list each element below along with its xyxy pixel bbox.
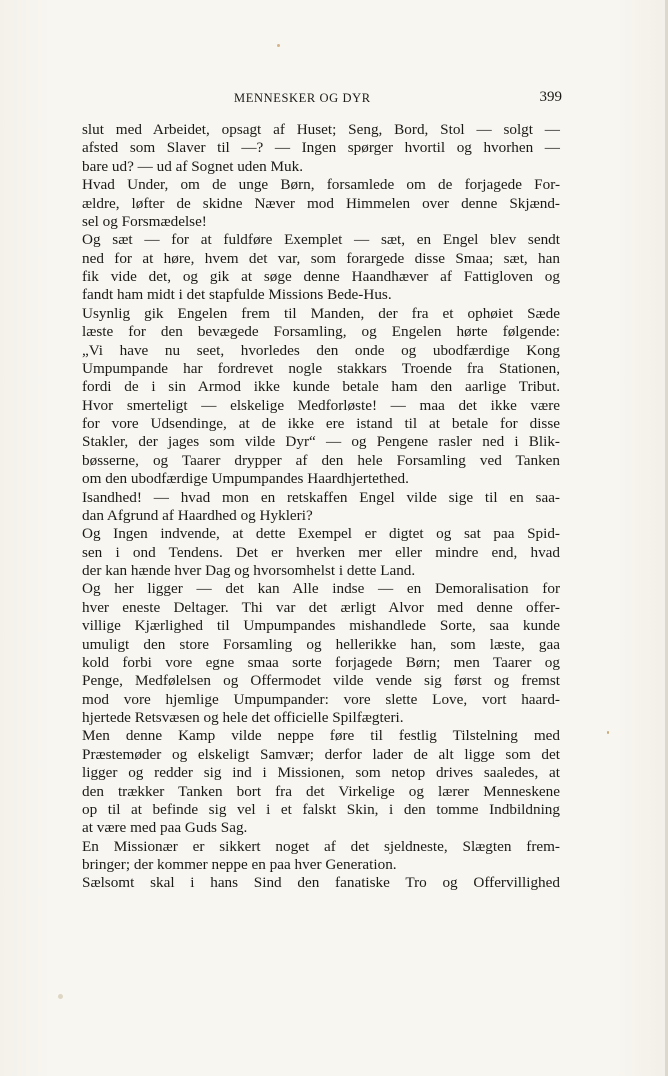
text-line: „Vi have nu seet, hvorledes den onde og ubodfærdige Kong — [82, 341, 560, 359]
text-line: ligger og redder sig ind i Missionen, som netop drives saaledes, at — [82, 764, 560, 782]
text-line: mod vore hjemlige Umpumpander: vore slette Love, vort haard- — [82, 690, 560, 708]
text-line: Usynlig gik Engelen frem til Manden, der fra et ophøiet Sæde — [82, 304, 560, 322]
running-head — [82, 91, 562, 111]
text-line: slut med Arbeidet, opsagt af Huset; Seng, Bord, Stol — solgt — — [82, 121, 560, 138]
text-line: Og sæt — for at fuldføre Exemplet — sæt, en Engel blev sendt — [82, 231, 560, 249]
text-line: kold forbi vore egne smaa sorte forjagede Børn; men Taarer og — [82, 653, 560, 671]
text-line: Og Ingen indvende, at dette Exempel er digtet og sat paa Spid- — [82, 525, 560, 543]
page-number: 399 — [539, 89, 562, 105]
text-line: fordi de i sin Armod ikke kunde betale ham den aarlige Tribut. — [82, 378, 560, 396]
paper-speck — [58, 994, 63, 999]
text-line: fik vide det, og gik at søge denne Haandhæver af Fattigloven og — [82, 268, 560, 285]
text-line: hver eneste Deltager. Thi var det ærligt Alvor med denne offer- — [82, 598, 560, 616]
text-line: at være med paa Guds Sag. — [82, 819, 248, 837]
text-line: Præstemøder og elskeligt Samvær; derfor lader de alt ligge som det — [82, 745, 560, 763]
text-line: afsted som Slaver til —? — Ingen spørger hvortil og hvorhen — — [82, 139, 560, 157]
text-line: bøsserne, og Taarer drypper af den hele Forsamling ved Tanken — [82, 451, 560, 469]
text-line: sen i ond Tendens. Det er hverken mer eller mindre end, hvad — [82, 543, 560, 561]
text-line: Og her ligger — det kan Alle indse — en Demoralisation for — [82, 580, 560, 598]
text-line: sel og Forsmædelse! — [82, 212, 207, 230]
text-line: Sælsomt skal i hans Sind den fanatiske Tro og Offervillighed — [82, 874, 560, 892]
text-line: Hvad Under, om de unge Børn, forsamlede om de forjagede For- — [82, 176, 560, 194]
text-line: villige Kjærlighed til Umpumpandes mishandlede Sorte, saa kunde — [82, 617, 560, 635]
text-line: om den ubodfærdige Umpumpandes Haardhjertethed. — [82, 470, 409, 488]
text-line: ned for at høre, hvem det var, som forargede disse Smaa; sæt, han — [82, 249, 560, 267]
text-line: En Missionær er sikkert noget af det sjeldneste, Slægten frem- — [82, 837, 560, 855]
text-line: Penge, Medfølelsen og Offermodet vilde vende sig først og fremst — [82, 672, 560, 690]
text-line: Stakler, der jages som vilde Dyr“ — og Pengene rasler ned i Blik- — [82, 433, 560, 451]
text-line: ældre, løfter de skidne Næver mod Himmelen over denne Skjænd- — [82, 194, 560, 212]
text-line: dan Afgrund af Haardhed og Hykleri? — [82, 506, 313, 524]
text-line: bringer; der kommer neppe en paa hver Generation. — [82, 856, 397, 873]
text-line: Hvor smerteligt — elskelige Medforløste! — maa det ikke være — [82, 396, 560, 414]
text-line: fandt ham midt i det stapfulde Missions Bede-Hus. — [82, 286, 392, 304]
text-line: for vore Udsendinge, at de ikke ere istand til at betale for disse — [82, 415, 560, 432]
text-line: bare ud? — ud af Sognet uden Muk. — [82, 157, 304, 175]
paper-speck — [607, 731, 609, 734]
text-line: hjertede Retsvæsen og hele det officielle Spilfægteri. — [82, 709, 404, 726]
text-line: læste for den bevægede Forsamling, og Engelen hørte følgende: — [82, 323, 560, 341]
text-line: op til at befinde sig vel i et falskt Skin, i den tomme Indbildning — [82, 800, 560, 818]
text-line: der kan hænde hver Dag og hvorsomhelst i dette Land. — [82, 562, 416, 579]
text-line: umuligt den store Forsamling og hellerikke han, som læste, gaa — [82, 635, 560, 653]
text-line: Umpumpande har fordrevet nogle stakkars Troende fra Stationen, — [82, 359, 560, 377]
paper-speck — [277, 44, 280, 47]
text-line: Men denne Kamp vilde neppe føre til festlig Tilstelning med — [82, 727, 560, 745]
text-line: Isandhed! — hvad mon en retskaffen Engel vilde sige til en saa- — [82, 488, 560, 506]
body-text — [82, 121, 560, 893]
text-line: den trækker Tanken bort fra det Virkelige og lærer Menneskene — [82, 782, 560, 800]
running-title: MENNESKER OG DYR — [234, 91, 371, 105]
